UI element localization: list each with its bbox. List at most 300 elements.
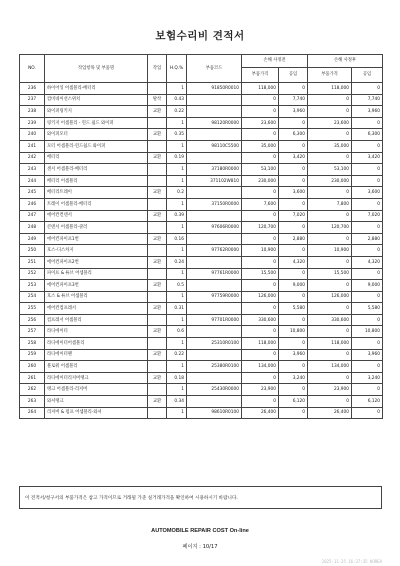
cell-no: 252 bbox=[20, 268, 45, 280]
table-row bbox=[20, 210, 383, 222]
cell-after-part-price: 330,600 bbox=[308, 314, 352, 326]
cell-no: 260 bbox=[20, 361, 45, 373]
cell-before-part-price: 0 bbox=[242, 349, 279, 361]
cell-after-part-price: 23,900 bbox=[308, 384, 352, 396]
cell-before-labor: 3,960 bbox=[279, 349, 308, 361]
cell-after-part-price: 35,000 bbox=[308, 140, 352, 152]
cell-after-part-price: 0 bbox=[308, 326, 352, 338]
page-number: 페이지 : 10/17 bbox=[182, 544, 218, 550]
cell-item-name: 파이프 & 튜브 어셈블리 bbox=[45, 268, 148, 280]
cell-before-labor: 9,000 bbox=[279, 280, 308, 292]
cell-work bbox=[148, 83, 167, 95]
table-row bbox=[20, 198, 383, 210]
cell-before-part-price: 330,600 bbox=[242, 314, 279, 326]
cell-hq: 0.22 bbox=[167, 106, 187, 118]
cell-before-part-price: 7,600 bbox=[242, 198, 279, 210]
cell-before-part-price: 120,700 bbox=[242, 222, 279, 234]
cell-item-name: 콘덴서 어셈블리-쿨러 bbox=[45, 222, 148, 234]
cell-no: 256 bbox=[20, 314, 45, 326]
cell-after-labor: 4,320 bbox=[352, 256, 383, 268]
cell-item-name: 에어컨컴프레서 bbox=[45, 303, 148, 315]
cell-work bbox=[148, 198, 167, 210]
cell-part-code: 25430R0000 bbox=[187, 384, 242, 396]
cell-no: 242 bbox=[20, 152, 45, 164]
cell-part-code: 97759R0000 bbox=[187, 291, 242, 303]
cell-part-code bbox=[187, 210, 242, 222]
cell-before-part-price: 0 bbox=[242, 372, 279, 384]
cell-hq: 1 bbox=[167, 407, 187, 419]
cell-hq: 0.24 bbox=[167, 256, 187, 268]
cell-before-labor: 4,320 bbox=[279, 256, 308, 268]
table-row bbox=[20, 222, 383, 234]
table-row bbox=[20, 140, 383, 152]
price-disclaimer: 이 견적서/청구서의 부품가격은 참고 가격이므로 거래될 가준 실거래가격을 확인하여 시용하시기 바랍니다. bbox=[19, 486, 382, 509]
cell-after-labor: 0 bbox=[352, 222, 383, 234]
cell-after-labor: 6,300 bbox=[352, 129, 383, 141]
cell-work bbox=[148, 314, 167, 326]
cell-after-labor: 0 bbox=[352, 117, 383, 129]
cell-before-part-price: 35,000 bbox=[242, 140, 279, 152]
cell-work bbox=[148, 361, 167, 373]
cell-after-part-price: 126,000 bbox=[308, 291, 352, 303]
cell-work: 교환 bbox=[148, 349, 167, 361]
cell-no: 248 bbox=[20, 222, 45, 234]
cell-no: 241 bbox=[20, 140, 45, 152]
cell-no: 239 bbox=[20, 117, 45, 129]
cell-after-part-price: 120,700 bbox=[308, 222, 352, 234]
cell-no: 247 bbox=[20, 210, 45, 222]
cell-work: 교환 bbox=[148, 106, 167, 118]
cell-part-code bbox=[187, 396, 242, 408]
cell-work: 교환 bbox=[148, 210, 167, 222]
footer-brand: AUTOMOBILE REPAIR COST On-line bbox=[151, 528, 249, 534]
cell-work bbox=[148, 384, 167, 396]
cell-hq: 1 bbox=[167, 140, 187, 152]
cell-after-labor: 7,740 bbox=[352, 94, 383, 106]
cell-work: 교환 bbox=[148, 396, 167, 408]
cell-before-labor: 0 bbox=[279, 222, 308, 234]
cell-before-labor: 5,580 bbox=[279, 303, 308, 315]
cell-after-part-price: 230,000 bbox=[308, 175, 352, 187]
cell-after-part-price: 0 bbox=[308, 280, 352, 292]
cell-before-part-price: 0 bbox=[242, 129, 279, 141]
cell-before-labor: 0 bbox=[279, 361, 308, 373]
cell-after-labor: 0 bbox=[352, 164, 383, 176]
cell-part-code: 371102W810 bbox=[187, 175, 242, 187]
cell-after-labor: 0 bbox=[352, 338, 383, 350]
cell-work: 탈착 bbox=[148, 94, 167, 106]
cell-item-name: 호스 & 튜브 어셈블리 bbox=[45, 291, 148, 303]
cell-before-labor: 3,600 bbox=[279, 187, 308, 199]
cell-no: 255 bbox=[20, 303, 45, 315]
cell-no: 251 bbox=[20, 256, 45, 268]
cell-before-labor: 0 bbox=[279, 83, 308, 95]
print-timestamp: 2025-11-25 16:37:35 KOREA bbox=[321, 559, 382, 564]
cell-after-labor: 0 bbox=[352, 361, 383, 373]
cell-before-labor: 0 bbox=[279, 407, 308, 419]
cell-after-labor: 6,120 bbox=[352, 396, 383, 408]
cell-no: 259 bbox=[20, 349, 45, 361]
cell-no: 237 bbox=[20, 94, 45, 106]
cell-hq: 1 bbox=[167, 268, 187, 280]
cell-before-part-price: 53,100 bbox=[242, 164, 279, 176]
cell-after-labor: 0 bbox=[352, 384, 383, 396]
cell-part-code bbox=[187, 280, 242, 292]
cell-before-labor: 0 bbox=[279, 338, 308, 350]
cell-before-part-price: 0 bbox=[242, 106, 279, 118]
table-row bbox=[20, 372, 383, 384]
cell-part-code bbox=[187, 233, 242, 245]
cell-after-labor: 3,420 bbox=[352, 152, 383, 164]
cell-item-name: 와셔탱크 bbox=[45, 396, 148, 408]
cell-before-part-price: 0 bbox=[242, 280, 279, 292]
cell-hq: 1 bbox=[167, 291, 187, 303]
cell-no: 238 bbox=[20, 106, 45, 118]
cell-after-labor: 0 bbox=[352, 83, 383, 95]
cell-after-part-price: 26,400 bbox=[308, 407, 352, 419]
cell-before-labor: 7,020 bbox=[279, 210, 308, 222]
cell-item-name: 라디에이터어셈블리 bbox=[45, 338, 148, 350]
cell-after-part-price: 0 bbox=[308, 106, 352, 118]
cell-work: 교환 bbox=[148, 256, 167, 268]
cell-after-part-price: 10,900 bbox=[308, 245, 352, 257]
cell-before-labor: 0 bbox=[279, 314, 308, 326]
cell-before-part-price: 10,900 bbox=[242, 245, 279, 257]
cell-no: 261 bbox=[20, 372, 45, 384]
cell-part-code: 97761R0000 bbox=[187, 268, 242, 280]
table-row bbox=[20, 117, 383, 129]
cell-work: 교환 bbox=[148, 187, 167, 199]
document-title: 보험수리비 견적서 bbox=[155, 30, 245, 42]
header-item-name: 작업항목 및 부품명 bbox=[45, 55, 148, 83]
cell-before-labor: 7,740 bbox=[279, 94, 308, 106]
cell-part-code bbox=[187, 94, 242, 106]
cell-after-part-price: 118,000 bbox=[308, 338, 352, 350]
cell-item-name: 라디에이터 bbox=[45, 326, 148, 338]
cell-hq: 1 bbox=[167, 175, 187, 187]
table-row bbox=[20, 175, 383, 187]
cell-before-part-price: 0 bbox=[242, 94, 279, 106]
cell-part-code bbox=[187, 106, 242, 118]
cell-part-code: 97762R0000 bbox=[187, 245, 242, 257]
cell-before-part-price: 0 bbox=[242, 396, 279, 408]
cell-before-labor: 3,240 bbox=[279, 372, 308, 384]
cell-item-name: 호스-디스차지 bbox=[45, 245, 148, 257]
cell-hq: 0.34 bbox=[167, 396, 187, 408]
table-row bbox=[20, 94, 383, 106]
cell-hq: 0.16 bbox=[167, 233, 187, 245]
cell-after-labor: 3,960 bbox=[352, 106, 383, 118]
cell-work: 교환 bbox=[148, 303, 167, 315]
table-row bbox=[20, 268, 383, 280]
cell-after-labor: 0 bbox=[352, 314, 383, 326]
cell-no: 263 bbox=[20, 396, 45, 408]
cell-part-code: 91850R0010 bbox=[187, 83, 242, 95]
table-row bbox=[20, 164, 383, 176]
estimate-table bbox=[19, 54, 383, 419]
cell-no: 250 bbox=[20, 245, 45, 257]
cell-before-part-price: 0 bbox=[242, 256, 279, 268]
header-no: NO. bbox=[20, 55, 45, 83]
cell-hq: 1 bbox=[167, 361, 187, 373]
table-row bbox=[20, 396, 383, 408]
cell-before-part-price: 26,400 bbox=[242, 407, 279, 419]
cell-hq: 1 bbox=[167, 314, 187, 326]
header-after-adjustment: 손해 사정후 bbox=[308, 55, 383, 68]
cell-after-labor: 3,240 bbox=[352, 372, 383, 384]
cell-part-code: 98110C5500 bbox=[187, 140, 242, 152]
cell-item-name: 컴프레서 어셈블리 bbox=[45, 314, 148, 326]
cell-item-name: 모터 어셈블리-윈드쉴드 와이퍼 bbox=[45, 140, 148, 152]
cell-work: 교환 bbox=[148, 326, 167, 338]
cell-part-code bbox=[187, 303, 242, 315]
header-before-part-price: 부품가격 bbox=[242, 68, 279, 83]
cell-before-part-price: 0 bbox=[242, 210, 279, 222]
cell-after-part-price: 23,600 bbox=[308, 117, 352, 129]
cell-after-labor: 7,020 bbox=[352, 210, 383, 222]
table-row bbox=[20, 338, 383, 350]
cell-no: 244 bbox=[20, 175, 45, 187]
cell-after-part-price: 0 bbox=[308, 372, 352, 384]
cell-item-name: 에어컨컨덴서 bbox=[45, 210, 148, 222]
cell-no: 257 bbox=[20, 326, 45, 338]
cell-item-name: 리저버 & 펌프 어셈블리-와셔 bbox=[45, 407, 148, 419]
cell-item-name: 와이퍼링키지 bbox=[45, 106, 148, 118]
cell-part-code bbox=[187, 129, 242, 141]
cell-part-code: 37180R0000 bbox=[187, 164, 242, 176]
cell-before-part-price: 126,000 bbox=[242, 291, 279, 303]
cell-work bbox=[148, 175, 167, 187]
cell-work bbox=[148, 117, 167, 129]
table-row bbox=[20, 384, 383, 396]
cell-work bbox=[148, 338, 167, 350]
cell-work bbox=[148, 407, 167, 419]
cell-after-part-price: 118,000 bbox=[308, 83, 352, 95]
cell-before-labor: 0 bbox=[279, 198, 308, 210]
cell-after-labor: 0 bbox=[352, 140, 383, 152]
cell-before-labor: 0 bbox=[279, 140, 308, 152]
cell-after-labor: 0 bbox=[352, 198, 383, 210]
cell-after-labor: 10,800 bbox=[352, 326, 383, 338]
cell-part-code: 97606R0000 bbox=[187, 222, 242, 234]
cell-after-part-price: 0 bbox=[308, 349, 352, 361]
cell-before-part-price: 0 bbox=[242, 233, 279, 245]
cell-no: 264 bbox=[20, 407, 45, 419]
cell-after-labor: 5,580 bbox=[352, 303, 383, 315]
cell-after-part-price: 0 bbox=[308, 303, 352, 315]
header-after-labor: 공임 bbox=[352, 68, 383, 83]
cell-no: 240 bbox=[20, 129, 45, 141]
cell-before-labor: 0 bbox=[279, 175, 308, 187]
cell-item-name: 블로워 어셈블리 bbox=[45, 361, 148, 373]
cell-item-name: 배터리트레이 bbox=[45, 187, 148, 199]
cell-before-labor: 10,800 bbox=[279, 326, 308, 338]
cell-no: 258 bbox=[20, 338, 45, 350]
cell-before-labor: 0 bbox=[279, 245, 308, 257]
header-before-adjustment: 손해 사정전 bbox=[242, 55, 308, 68]
table-row bbox=[20, 291, 383, 303]
cell-before-part-price: 118,000 bbox=[242, 338, 279, 350]
cell-before-labor: 0 bbox=[279, 291, 308, 303]
cell-work bbox=[148, 140, 167, 152]
cell-after-labor: 0 bbox=[352, 407, 383, 419]
cell-after-labor: 0 bbox=[352, 268, 383, 280]
cell-part-code bbox=[187, 326, 242, 338]
cell-work: 교환 bbox=[148, 152, 167, 164]
cell-work bbox=[148, 268, 167, 280]
cell-before-part-price: 15,500 bbox=[242, 268, 279, 280]
cell-item-name: 라디에이터팬 bbox=[45, 349, 148, 361]
cell-work: 교환 bbox=[148, 280, 167, 292]
table-row bbox=[20, 326, 383, 338]
cell-item-name: 라디에이터리저버탱크 bbox=[45, 372, 148, 384]
cell-after-labor: 9,000 bbox=[352, 280, 383, 292]
cell-work bbox=[148, 164, 167, 176]
cell-before-labor: 0 bbox=[279, 384, 308, 396]
cell-before-labor: 6,300 bbox=[279, 129, 308, 141]
cell-no: 262 bbox=[20, 384, 45, 396]
cell-work: 교환 bbox=[148, 129, 167, 141]
cell-no: 253 bbox=[20, 280, 45, 292]
cell-before-part-price: 230,000 bbox=[242, 175, 279, 187]
cell-after-labor: 3,960 bbox=[352, 349, 383, 361]
cell-before-labor: 0 bbox=[279, 268, 308, 280]
cell-hq: 1 bbox=[167, 222, 187, 234]
cell-after-part-price: 0 bbox=[308, 94, 352, 106]
cell-part-code: 37150R0000 bbox=[187, 198, 242, 210]
cell-hq: 1 bbox=[167, 117, 187, 129]
cell-before-labor: 0 bbox=[279, 164, 308, 176]
cell-hq: 0.18 bbox=[167, 372, 187, 384]
cell-hq: 0.31 bbox=[167, 303, 187, 315]
cell-no: 243 bbox=[20, 164, 45, 176]
cell-no: 236 bbox=[20, 83, 45, 95]
table-row bbox=[20, 361, 383, 373]
cell-part-code bbox=[187, 256, 242, 268]
table-row bbox=[20, 407, 383, 419]
table-row bbox=[20, 152, 383, 164]
cell-hq: 1 bbox=[167, 384, 187, 396]
cell-item-name: 에어컨파이프1번 bbox=[45, 233, 148, 245]
cell-work bbox=[148, 245, 167, 257]
cell-item-name: 하이어잉 어셈블리-배터리 bbox=[45, 83, 148, 95]
cell-before-labor: 3,420 bbox=[279, 152, 308, 164]
table-row bbox=[20, 303, 383, 315]
cell-before-part-price: 23,600 bbox=[242, 117, 279, 129]
cell-after-part-price: 53,100 bbox=[308, 164, 352, 176]
cell-no: 249 bbox=[20, 233, 45, 245]
header-work: 작업 bbox=[148, 55, 167, 83]
cell-item-name: 링키지 어셈블리 - 윈드 쉴드 와이퍼 bbox=[45, 117, 148, 129]
cell-before-part-price: 0 bbox=[242, 326, 279, 338]
cell-part-code bbox=[187, 349, 242, 361]
cell-work bbox=[148, 222, 167, 234]
cell-after-part-price: 0 bbox=[308, 210, 352, 222]
cell-hq: 0.39 bbox=[167, 210, 187, 222]
cell-after-part-price: 7,800 bbox=[308, 198, 352, 210]
cell-before-labor: 3,960 bbox=[279, 106, 308, 118]
cell-part-code bbox=[187, 187, 242, 199]
cell-part-code bbox=[187, 372, 242, 384]
cell-item-name: 컴비네이션스위치 bbox=[45, 94, 148, 106]
table-row bbox=[20, 129, 383, 141]
cell-item-name: 배터리 어셈블리 bbox=[45, 175, 148, 187]
cell-after-labor: 2,880 bbox=[352, 233, 383, 245]
cell-part-code: 98610R0100 bbox=[187, 407, 242, 419]
cell-work: 교환 bbox=[148, 233, 167, 245]
cell-before-labor: 0 bbox=[279, 117, 308, 129]
cell-after-labor: 3,600 bbox=[352, 187, 383, 199]
cell-item-name: 배터리 bbox=[45, 152, 148, 164]
cell-item-name: 탱크 어셈블리-리저버 bbox=[45, 384, 148, 396]
cell-item-name: 에어컨파이프2번 bbox=[45, 256, 148, 268]
table-row bbox=[20, 349, 383, 361]
cell-after-part-price: 0 bbox=[308, 187, 352, 199]
table-row bbox=[20, 106, 383, 118]
table-row bbox=[20, 83, 383, 95]
cell-after-labor: 0 bbox=[352, 291, 383, 303]
cell-after-labor: 0 bbox=[352, 175, 383, 187]
cell-hq: 0.22 bbox=[167, 349, 187, 361]
cell-after-part-price: 15,500 bbox=[308, 268, 352, 280]
header-before-labor: 공임 bbox=[279, 68, 308, 83]
cell-hq: 1 bbox=[167, 83, 187, 95]
cell-after-labor: 0 bbox=[352, 245, 383, 257]
cell-part-code: 25310R0100 bbox=[187, 338, 242, 350]
cell-before-part-price: 0 bbox=[242, 303, 279, 315]
cell-after-part-price: 0 bbox=[308, 396, 352, 408]
cell-after-part-price: 0 bbox=[308, 152, 352, 164]
cell-hq: 0.5 bbox=[167, 280, 187, 292]
table-row bbox=[20, 245, 383, 257]
cell-before-part-price: 0 bbox=[242, 152, 279, 164]
cell-hq: 1 bbox=[167, 245, 187, 257]
cell-hq: 1 bbox=[167, 198, 187, 210]
cell-before-part-price: 23,900 bbox=[242, 384, 279, 396]
table-row bbox=[20, 187, 383, 199]
cell-before-part-price: 134,000 bbox=[242, 361, 279, 373]
cell-part-code: 25380R0100 bbox=[187, 361, 242, 373]
cell-hq: 0.43 bbox=[167, 94, 187, 106]
cell-no: 254 bbox=[20, 291, 45, 303]
cell-hq: 0.6 bbox=[167, 326, 187, 338]
cell-item-name: 와이퍼모터 bbox=[45, 129, 148, 141]
table-row bbox=[20, 280, 383, 292]
cell-item-name: 에어컨파이프3번 bbox=[45, 280, 148, 292]
cell-before-labor: 2,880 bbox=[279, 233, 308, 245]
cell-hq: 1 bbox=[167, 164, 187, 176]
cell-after-part-price: 134,000 bbox=[308, 361, 352, 373]
table-row bbox=[20, 314, 383, 326]
cell-item-name: 트레이 어셈블리-배터리 bbox=[45, 198, 148, 210]
header-part-code: 부품코드 bbox=[187, 55, 242, 83]
header-after-part-price: 부품가격 bbox=[308, 68, 352, 83]
cell-work: 교환 bbox=[148, 372, 167, 384]
cell-before-labor: 6,120 bbox=[279, 396, 308, 408]
cell-after-part-price: 0 bbox=[308, 129, 352, 141]
cell-hq: 0.19 bbox=[167, 152, 187, 164]
cell-hq: 1 bbox=[167, 338, 187, 350]
table-row bbox=[20, 256, 383, 268]
cell-before-part-price: 0 bbox=[242, 187, 279, 199]
cell-after-part-price: 0 bbox=[308, 256, 352, 268]
cell-before-part-price: 118,000 bbox=[242, 83, 279, 95]
header-hq: H.Q.% bbox=[167, 55, 187, 83]
cell-part-code: 98120R0000 bbox=[187, 117, 242, 129]
cell-part-code: 97701R0000 bbox=[187, 314, 242, 326]
cell-no: 245 bbox=[20, 187, 45, 199]
cell-work bbox=[148, 291, 167, 303]
